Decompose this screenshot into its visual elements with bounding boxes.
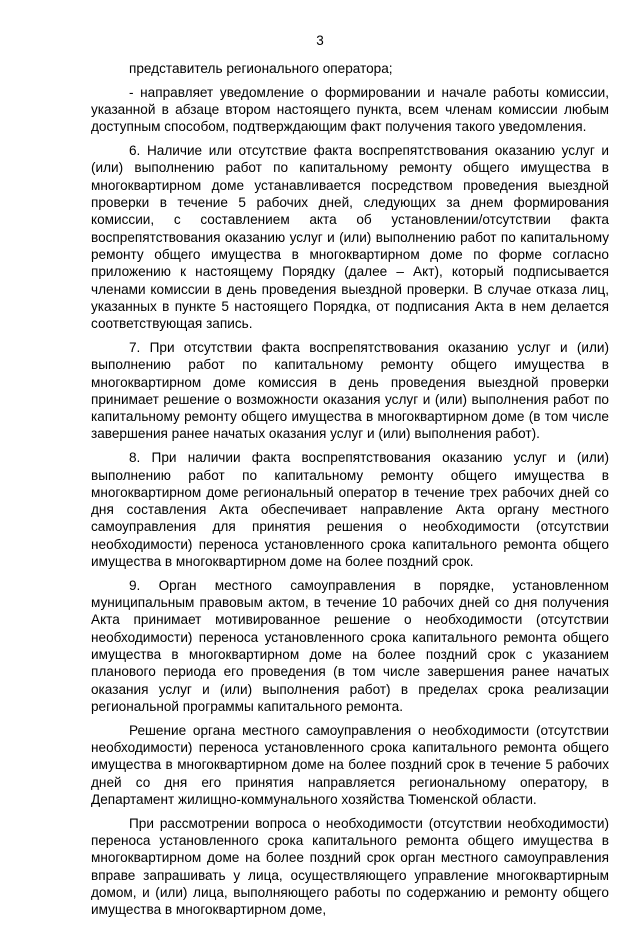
page-number: 3 xyxy=(316,33,324,48)
paragraph-item-6: 6. Наличие или отсутствие факта воспрепятствования оказанию услуг и (или) выполнению работ по капитальному ремонту общего имущества в многоквартирном доме устанавливается посредством проведения выездной проверки в течение 5 рабочих дней, следующих за днем формирования комиссии, с составлением акта об установлении/отсутствии факта воспрепятствования оказанию услуг и (или) выполнению работ по капитальному ремонту общего имущества в многоквартирном доме по форме согласно приложению к настоящему Порядку (далее – Акт), который подписывается членами комиссии в день проведения выездной проверки. В случае отказа лиц, указанных в пункте 5 настоящего Порядка, от подписания Акта в нем делается соответствующая запись. xyxy=(91,143,609,332)
paragraph-consideration: При рассмотрении вопроса о необходимости (отсутствии необходимости) переноса установленного срока капитального ремонта общего имущества в многоквартирном доме на более поздний срок орган местного самоуправления вправе запрашивать у лица, осуществляющего управление многоквартирным домом, и (или) лица, выполняющего работы по содержанию и ремонту общего имущества в многоквартирном доме, xyxy=(91,815,609,918)
paragraph-decision: Решение органа местного самоуправления о необходимости (отсутствии необходимости) переноса установленного срока капитального ремонта общего имущества в многоквартирном доме на более поздний срок в течение 5 рабочих дней со дня его принятия направляется региональному оператору, в Департамент жилищно-коммунального хозяйства Тюменской области. xyxy=(91,722,609,807)
paragraph-item-8: 8. При наличии факта воспрепятствования оказанию услуг и (или) выполнению работ по капитальному ремонту общего имущества в многоквартирном доме региональный оператор в течение трех рабочих дней со дня составления Акта обеспечивает направление Акта органу местного самоуправления для принятия решения о необходимости (отсутствии необходимости) переноса установленного срока капитального ремонта общего имущества в многоквартирном доме на более поздний срок. xyxy=(91,450,609,570)
paragraph-notification: - направляет уведомление о формировании и начале работы комиссии, указанной в абзаце втором настоящего пункта, всем членам комиссии любым доступным способом, подтверждающим факт получения такого уведомления. xyxy=(91,84,609,135)
paragraph-item-7: 7. При отсутствии факта воспрепятствования оказанию услуг и (или) выполнению работ по капитальному ремонту общего имущества в многоквартирном доме комиссия в день проведения выездной проверки принимает решение о возможности оказания услуг и (или) выполнения работ по капитальному ремонту общего имущества в многоквартирном доме (в том числе завершения ранее начатых оказания услуг и (или) выполнения работ). xyxy=(91,339,609,442)
paragraph-representative: представитель регионального оператора; xyxy=(129,61,393,76)
document-body xyxy=(91,60,609,925)
paragraph-item-9: 9. Орган местного самоуправления в порядке, установленном муниципальным правовым актом, в течение 10 рабочих дней со дня получения Акта принимает мотивированное решение о необходимости (отсутствии необходимости) переноса установленного срока капитального ремонта общего имущества в многоквартирном доме на более поздний срок с указанием планового периода его проведения (в том числе завершения ранее начатых оказания услуг и (или) выполнения работ) в пределах срока реализации региональной программы капитального ремонта. xyxy=(91,577,609,714)
